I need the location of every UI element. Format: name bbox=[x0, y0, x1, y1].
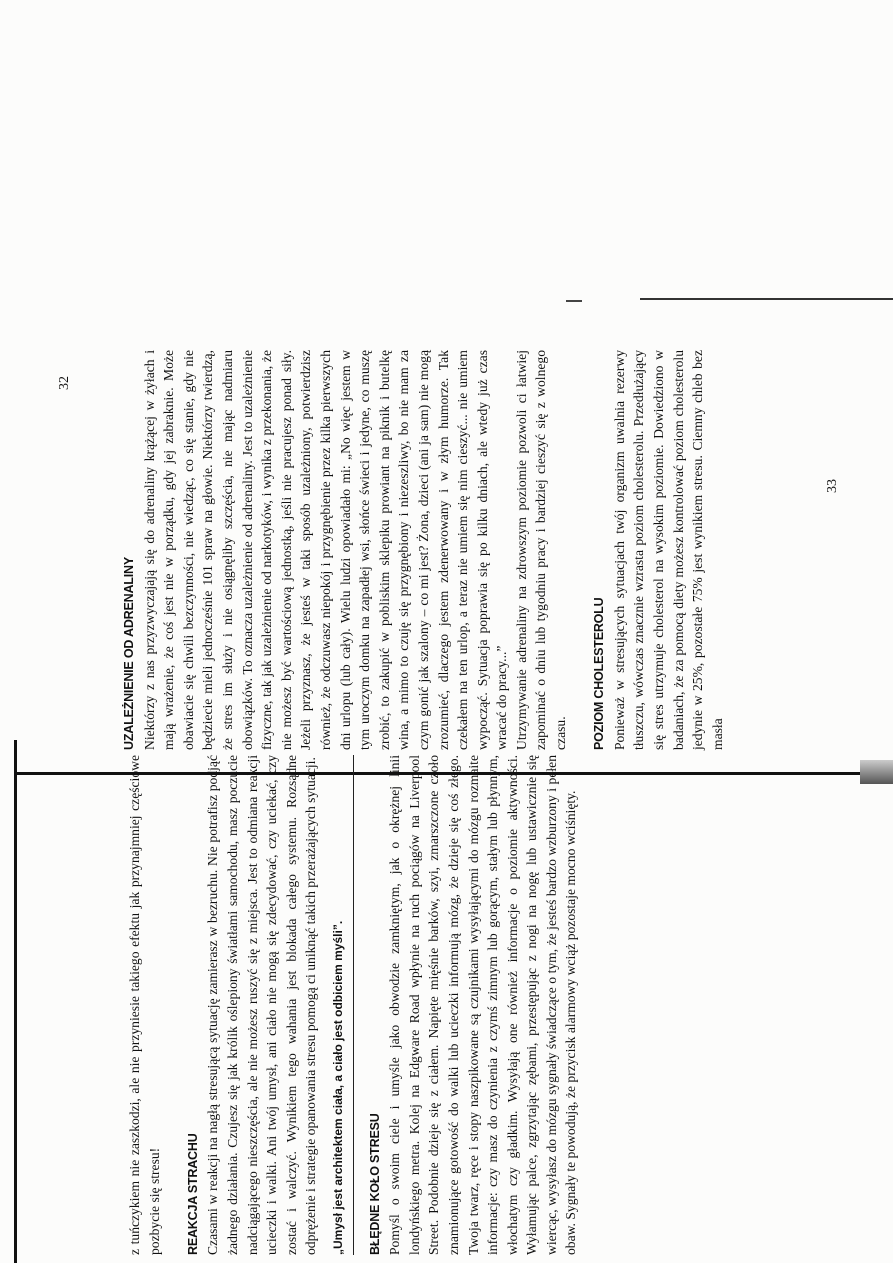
section-heading-adrenaline: UZALEŻNIENIE OD ADRENALINY bbox=[122, 557, 136, 750]
section-heading-stress-cycle: BŁĘDNE KOŁO STRESU bbox=[367, 1113, 382, 1255]
continued-text: z tuńczykiem nie zaszkodzi, ale nie przyniesie takiego efektu jak przynajmniej częściowe pozbycie się stresu! bbox=[127, 755, 162, 1255]
section-text-fear: Czasami w reakcji na nagłą stresującą sytuację zamierasz w bezruchu. Nie potrafisz podjąć żadnego działania. Czujesz się jak królik oślepiony światłami samochodu, masz poczucie nadciągającego nieszczęścia, ale nie możesz ruszyć się z miejsca. Jest to odmiana reakcji ucieczki i walki. Ani twój umysł, ani ciało nie mogą się zdecydować, czy uciekać, czy zostać i walczyć. Wynikiem tego wahania jest blokada całego systemu. Rozsądne odprężenie i strategie opanowania stresu pomogą ci uniknąć takich przerażających sytuacji. bbox=[205, 755, 319, 1255]
pull-quote: „Umysł jest architektem ciała, a ciało jest odbiciem myśli”. bbox=[329, 755, 354, 1255]
section-text-stress-cycle: Pomyśl o swoim ciele i umyśle jako obwodzie zamkniętym, jak o okrężnej linii londyńskiego metra. Kolej na Edgware Road wpłynie na ruch pociągów na Liverpool Street. Podobnie dzieje się z ciałem. Napięte mięśnie barków, szyi, zmarszczone czoło znamionujące gotowość do walki lub ucieczki informują mózg, że dzieje się coś złego. Twoja twarz, ręce i stopy naszpikowane są czujnikami wysyłającymi do mózgu rozmaite informacje: czy masz do czynienia z czymś zimnym lub gorącym, stałym lub płynnym, włochatym czy gładkim. Wysyłają one również informacje o poziomie aktywności. Wyłamując palce, zgrzytając zębami, przestępując z nogi na nogę lub ustawicznie się wiercąc, wysyłasz do mózgu sygnały świadczące o tym, że jesteś bardzo wzburzony i pełen obaw. Sygnały te powodują, że przycisk alarmowy wciąż pozostaje mocno wciśnięty. bbox=[387, 755, 579, 1255]
section-text-adrenaline-2: Utrzymywanie adrenaliny na zdrowszym poziomie pozwoli ci łatwiej zapominać o dniu lub tygodniu pracy i bardziej cieszyć się z wolnego czasu. bbox=[513, 350, 569, 750]
page-number-right: 33 bbox=[825, 479, 840, 493]
right-page bbox=[125, 755, 581, 1255]
section-text-adrenaline: Niektórzy z nas przyzwyczajają się do adrenaliny krążącej w żyłach i mają wrażenie, że coś jest nie w porządku, gdy jej zabraknie. Może obawiacie się chwili bezczynności, nie wiedząc, co się stanie, gdy nie będziecie mieli jednocześnie 101 spraw na głowie. Niektórzy twierdzą, że stres im służy i nie osiągnęliby szczęścia, nie mając nadmiaru obowiązków. To oznacza uzależnienie od adrenaliny. Jest to uzależnienie fizyczne, tak jak uzależnienie od narkotyków, i wynika z przekonania, że nie możesz być wartościową jednostką, jeśli nie pracujesz ponad siły. Jeżeli przyznasz, że jesteś w taki sposób uzależniony, potwierdzisz również, że odczuwasz niepokój i przygnębienie przez kilka pierwszych dni urlopu (lub cały). Wielu ludzi opowiadało mi: „No więc jestem w tym uroczym domku na zapadłej wsi, słońce świeci i jedyne, co muszę zrobić, to zakupić w pobliskim sklepiku prowiant na piknik i butelkę wina, a mimo to czuję się przygnębiony i niezeszliwy, bo nie mam za czym gonić jak szalony – co mi jest? Żona, dzieci (ani ja sam) nie mogą zrozumieć, dlaczego jestem zdenerwowany i w złym humorze. Tak czekałem na ten urlop, a teraz nie umiem się nim cieszyć... nie umiem wypocząć. Sytuacja poprawia się po kilku dniach, ale wtedy już czas wracać do pracy...” bbox=[141, 350, 510, 750]
left-page bbox=[120, 350, 727, 750]
section-text-cholesterol: Ponieważ w stresujących sytuacjach twój organizm uwalnia rezerwy tłuszczu, wówczas znacznie wzrasta poziom cholesterolu. Przedłużający się stres utrzymuje cholesterol na wysokim poziomie. Dowiedziono w badaniach, że za pomocą diety możesz kontrolować poziom cholesterolu jedynie w 25%, pozostałe 75% jest wynikiem stresu. Ciemny chleb bez masła bbox=[611, 350, 725, 750]
section-heading-fear: REAKCJA STRACHU bbox=[185, 1133, 200, 1255]
section-heading-cholesterol: POZIOM CHOLESTEROLU bbox=[592, 597, 607, 750]
page-edge-dash bbox=[566, 300, 582, 302]
book-gutter bbox=[14, 740, 17, 1263]
book-spine-shadow bbox=[860, 760, 893, 784]
page-edge-line bbox=[640, 298, 893, 300]
page-number-left: 32 bbox=[57, 376, 72, 390]
